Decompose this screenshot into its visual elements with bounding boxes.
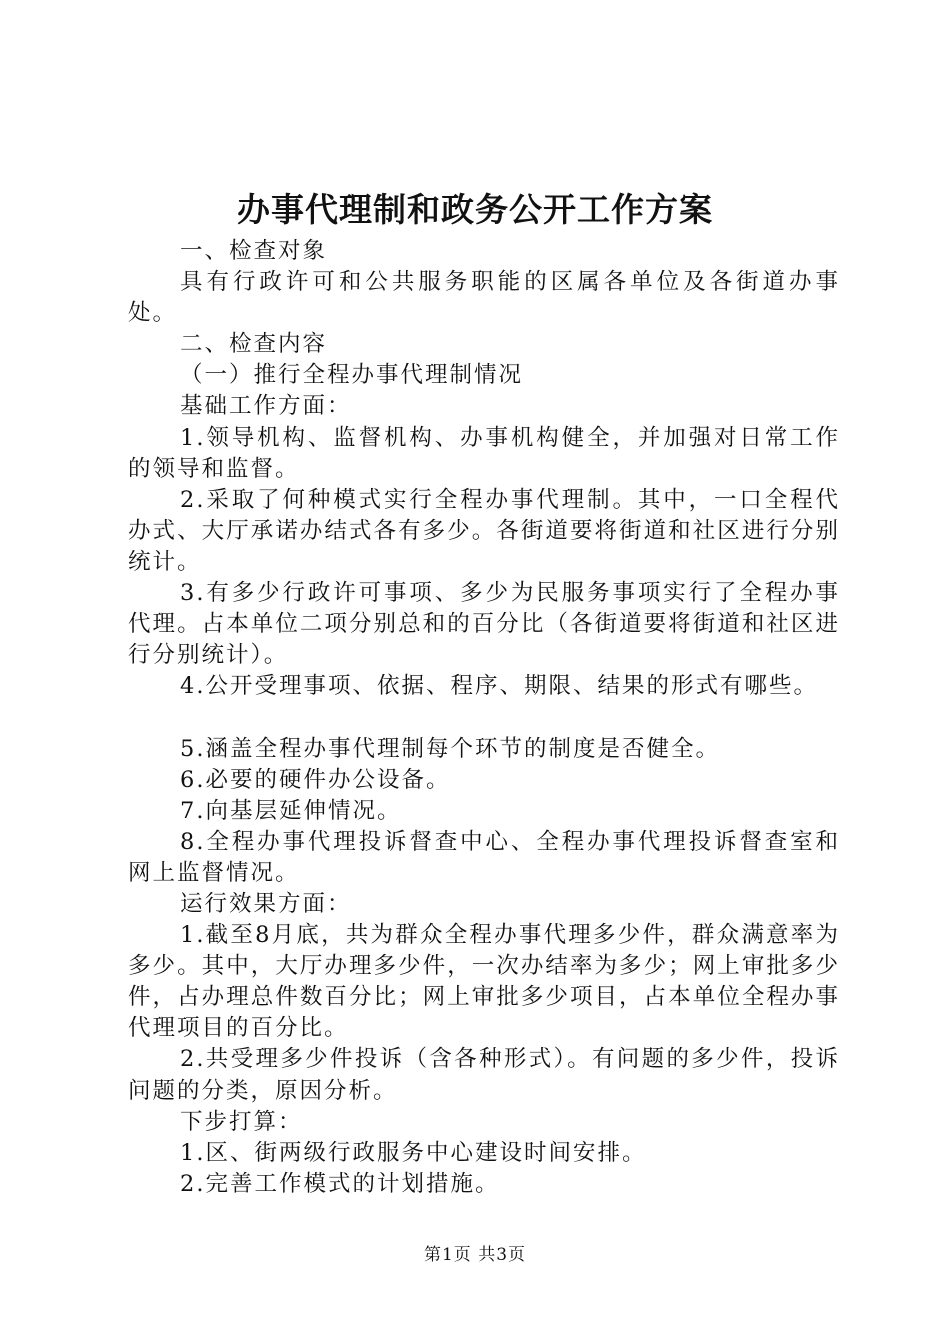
list-item-basic-6: 6.必要的硬件办公设备。 xyxy=(180,766,451,793)
heading-inspection-content: 二、检查内容 xyxy=(180,331,328,358)
document-body xyxy=(128,236,840,1200)
list-item-basic-5: 5.涵盖全程办事代理制每个环节的制度是否健全。 xyxy=(180,735,720,762)
page-footer: 第1页 共3页 xyxy=(423,1245,527,1265)
list-item-basic-4: 4.公开受理事项、依据、程序、期限、结果的形式有哪些。 xyxy=(180,673,818,700)
list-item-effect-1: 1.截至8月底，共为群众全程办事代理多少件，群众满意率为多少。其中，大厅办理多少件，一次办结率为多少；网上审批多少件，占办理总件数百分比；网上审批多少项目，占本单位全程办事代理项目的百分比。 xyxy=(128,922,840,1042)
section-next-steps: 下步打算： xyxy=(180,1108,303,1135)
blank-line xyxy=(128,702,840,733)
document-title: 办事代理制和政务公开工作方案 xyxy=(237,190,713,229)
section-operation-effect: 运行效果方面： xyxy=(180,890,352,917)
subheading-full-agency: （一）推行全程办事代理制情况 xyxy=(180,362,524,389)
list-item-basic-3: 3.有多少行政许可事项、多少为民服务事项实行了全程办事代理。占本单位二项分别总和的百分比（各街道要将街道和社区进行分别统计）。 xyxy=(128,580,840,669)
section-basic-work: 基础工作方面： xyxy=(180,393,352,420)
list-item-next-1: 1.区、街两级行政服务中心建设时间安排。 xyxy=(180,1139,647,1166)
list-item-basic-7: 7.向基层延伸情况。 xyxy=(180,797,402,824)
paragraph-inspection-target: 具有行政许可和公共服务职能的区属各单位及各街道办事处。 xyxy=(128,269,840,327)
list-item-basic-1: 1.领导机构、监督机构、办事机构健全，并加强对日常工作的领导和监督。 xyxy=(128,424,840,482)
list-item-basic-8: 8.全程办事代理投诉督查中心、全程办事代理投诉督查室和网上监督情况。 xyxy=(128,828,840,886)
heading-inspection-target: 一、检查对象 xyxy=(180,238,328,264)
list-item-next-2: 2.完善工作模式的计划措施。 xyxy=(180,1170,500,1197)
list-item-effect-2: 2.共受理多少件投诉（含各种形式）。有问题的多少件，投诉问题的分类，原因分析。 xyxy=(128,1046,840,1104)
list-item-basic-2: 2.采取了何种模式实行全程办事代理制。其中，一口全程代办式、大厅承诺办结式各有多少。各街道要将街道和社区进行分别统计。 xyxy=(128,486,840,575)
